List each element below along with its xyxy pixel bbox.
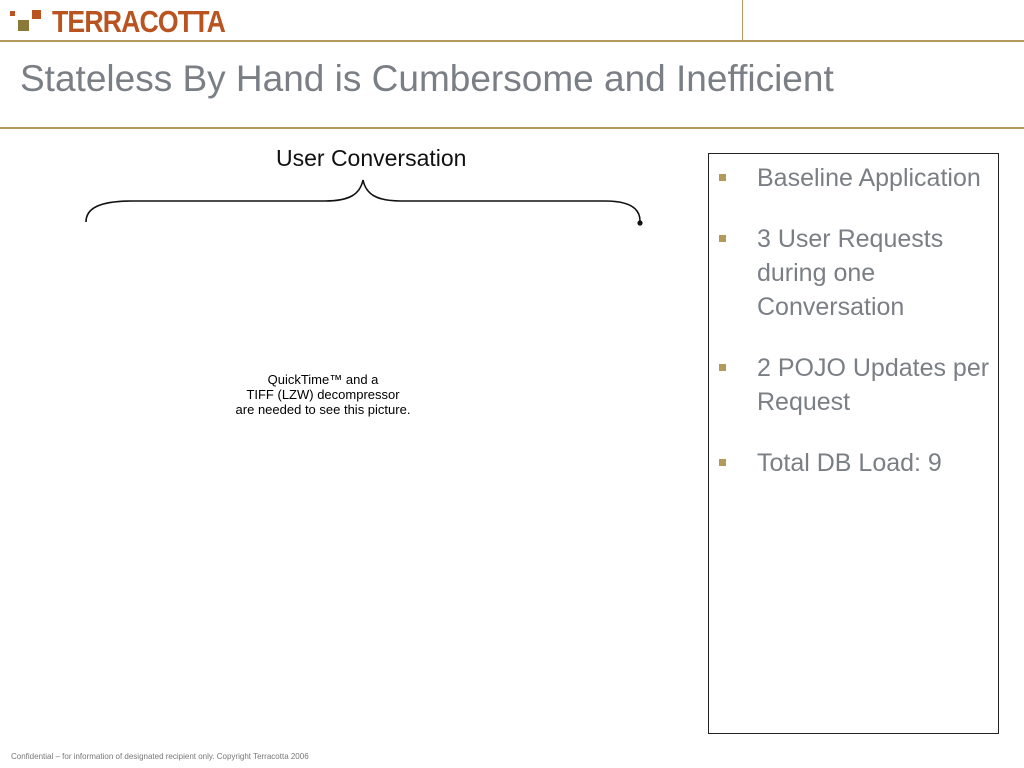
conversation-label: User Conversation <box>276 145 467 171</box>
placeholder-line: TIFF (LZW) decompressor <box>246 387 400 402</box>
terracotta-logo-icon <box>10 8 50 36</box>
square-bullet-icon <box>719 364 726 371</box>
bullet-panel <box>708 153 999 734</box>
square-bullet-icon <box>719 459 726 466</box>
title-divider <box>0 127 1024 129</box>
logo-wordmark: TERRACOTTA <box>52 4 226 39</box>
footer-notice: Confidential – for information of designated recipient only. Copyright Terracotta 2006 <box>11 752 309 761</box>
bullet-text: Baseline Application <box>757 164 981 192</box>
curly-brace-graphic <box>80 174 650 230</box>
terracotta-logo <box>10 4 253 39</box>
placeholder-line: are needed to see this picture. <box>235 402 411 417</box>
bullet-item <box>719 351 992 419</box>
bullet-item <box>719 161 992 195</box>
header-bar <box>0 0 1024 42</box>
placeholder-line: QuickTime™ and a <box>267 372 379 387</box>
bullet-text: 3 User Requests during one Conversation <box>757 225 944 321</box>
page-title: Stateless By Hand is Cumbersome and Inefficient <box>20 58 834 99</box>
bullet-text: Total DB Load: 9 <box>757 449 942 477</box>
bullet-item <box>719 446 992 480</box>
bullet-list <box>709 154 998 480</box>
square-bullet-icon <box>719 235 726 242</box>
square-bullet-icon <box>719 174 726 181</box>
image-placeholder <box>200 372 446 417</box>
bullet-item <box>719 222 992 324</box>
bullet-text: 2 POJO Updates per Request <box>757 354 990 416</box>
header-divider <box>742 0 743 42</box>
